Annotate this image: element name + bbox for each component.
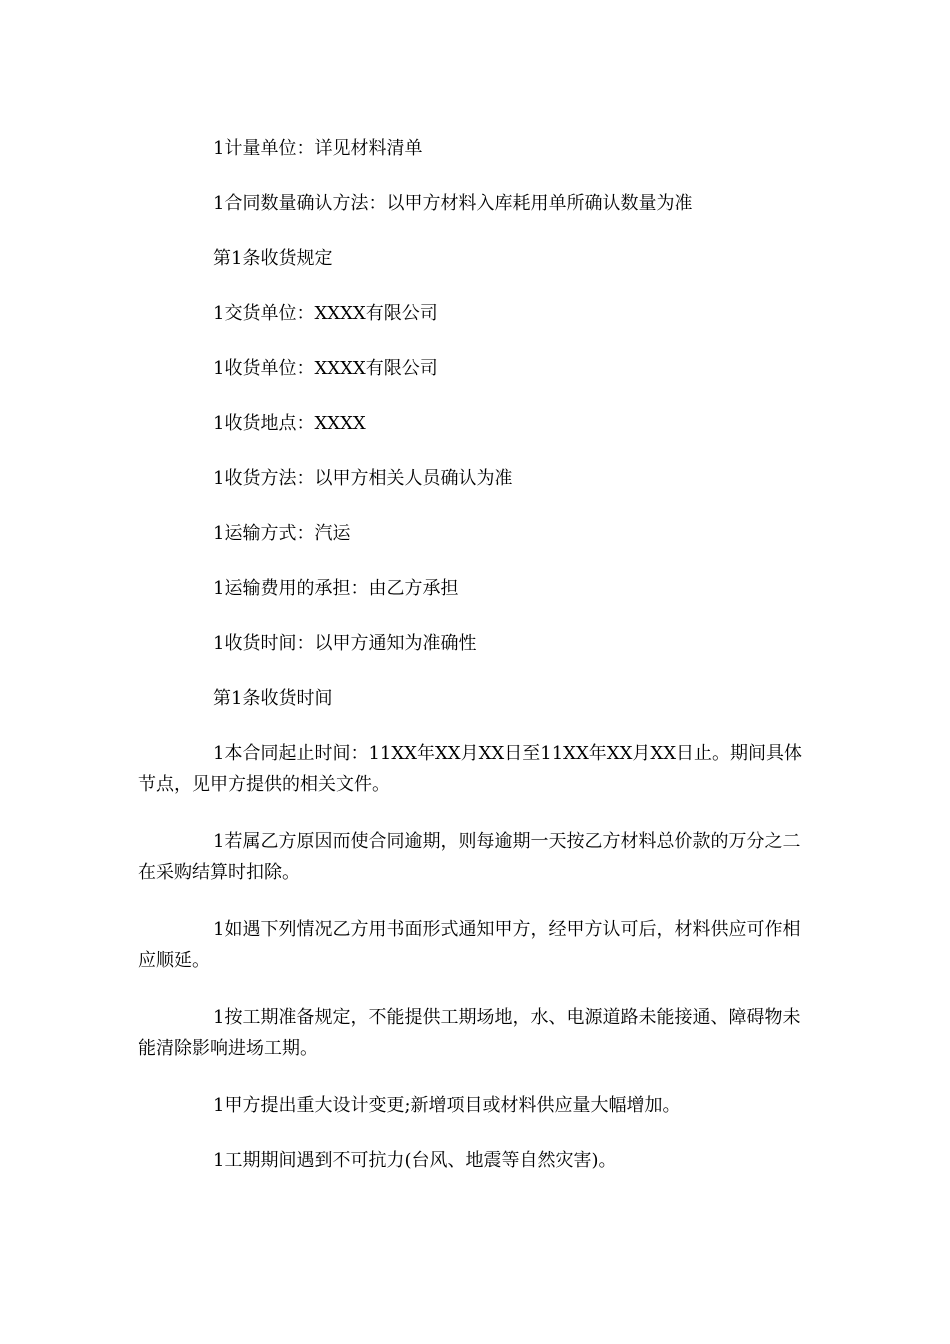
paragraph-extension-conditions: 1如遇下列情况乙方用书面形式通知甲方，经甲方认可后，材料供应可作相应顺延。	[138, 919, 801, 971]
section-heading-receiving-rules: 第1条收货规定	[213, 248, 333, 269]
paragraph-site-readiness: 1按工期准备规定，不能提供工期场地，水、电源道路未能接通、障碍物未能清除影响进场工期。	[138, 1007, 801, 1059]
paragraph-transport-cost: 1运输费用的承担：由乙方承担	[213, 578, 459, 599]
paragraph-receiving-location: 1收货地点：XXXX	[213, 413, 366, 434]
paragraph-delivery-unit: 1交货单位：XXXX有限公司	[213, 303, 438, 324]
paragraph-quantity-confirmation: 1合同数量确认方法：以甲方材料入库耗用单所确认数量为准	[213, 193, 693, 214]
paragraph-design-change: 1甲方提出重大设计变更;新增项目或材料供应量大幅增加。	[213, 1095, 681, 1116]
paragraph-receiving-unit: 1收货单位：XXXX有限公司	[213, 358, 438, 379]
paragraph-receiving-method: 1收货方法：以甲方相关人员确认为准	[213, 468, 513, 489]
section-heading-receiving-time: 第1条收货时间	[213, 688, 333, 709]
paragraph-delay-penalty: 1若属乙方原因而使合同逾期，则每逾期一天按乙方材料总价款的万分之二在采购结算时扣除。	[138, 831, 801, 883]
paragraph-transport-mode: 1运输方式：汽运	[213, 523, 351, 544]
paragraph-unit-of-measure: 1计量单位：详见材料清单	[213, 138, 423, 159]
paragraph-force-majeure: 1工期期间遇到不可抗力(台风、地震等自然灾害)。	[213, 1150, 617, 1171]
paragraph-contract-period: 1本合同起止时间：11XX年XX月XX日至11XX年XX月XX日止。期间具体节点，见甲方提供的相关文件。	[138, 743, 803, 795]
paragraph-receiving-time: 1收货时间：以甲方通知为准确性	[213, 633, 477, 654]
